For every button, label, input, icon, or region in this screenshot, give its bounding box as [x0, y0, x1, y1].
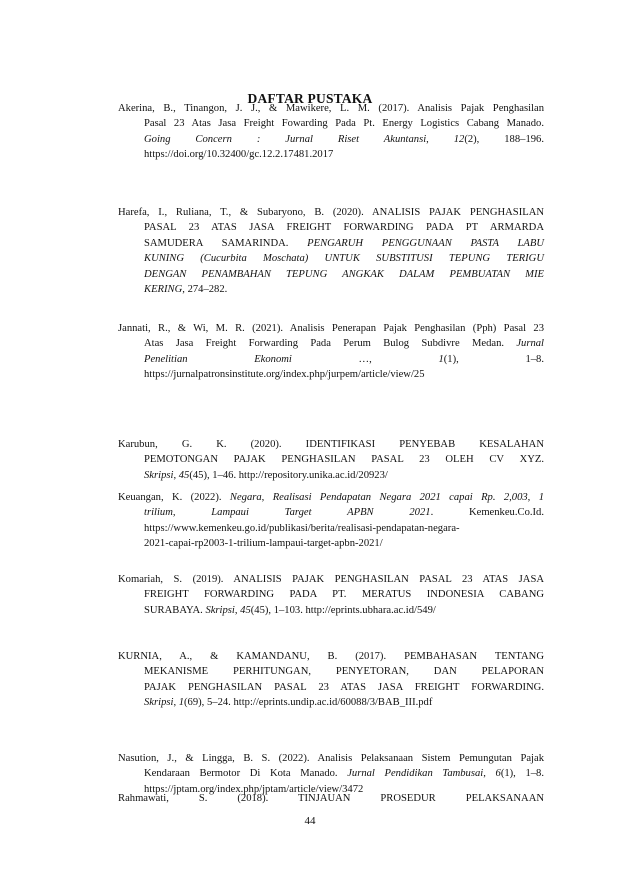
reference-text: , [483, 768, 496, 780]
reference-text: (2), 188–196. [464, 133, 544, 145]
italic-text: Skripsi [144, 469, 174, 481]
italic-text: Jurnal [516, 338, 544, 350]
reference-line [118, 251, 544, 266]
reference-line [118, 572, 544, 587]
italic-text: Negara, Realisasi Pendapatan Negara 2021 capai Rp. 2,003, 1 [229, 492, 544, 503]
italic-text: PENGARUH PENGGUNAAN PASTA LABU [307, 237, 545, 249]
reference-text: Atas Jasa Freight Forwarding Pada Perum Bulog Subdivre Medan. [144, 338, 517, 350]
italic-text: Skripsi [205, 604, 235, 616]
reference-line [118, 367, 544, 382]
italic-text: Jurnal Pendidikan Tambusai [347, 768, 484, 780]
reference-text: MEKANISME PERHITUNGAN, PENYETORAN, DAN PELAPORAN [144, 666, 544, 678]
reference-text: Harefa, I., Ruliana, T., & Subaryono, B. (2020). ANALISIS PAJAK PENGHASILAN [118, 207, 544, 218]
reference-line [118, 680, 544, 695]
reference-entry [118, 437, 544, 483]
reference-line [118, 336, 544, 351]
reference-line [118, 267, 544, 282]
reference-text: Akerina, B., Tinangon, J. J., & Mawikere, L. M. (2017). Analisis Pajak Penghasilan [118, 103, 544, 114]
reference-text: (1), 1–8. [443, 353, 544, 365]
reference-text: , [173, 697, 179, 709]
italic-text: Penelitian Ekonomi [144, 353, 292, 365]
reference-text: KURNIA, A., & KAMANDANU, B. (2017). PEMBAHASAN TENTANG [118, 651, 544, 662]
reference-text: https://www.kemenkeu.go.id/publikasi/berita/realisasi-pendapatan-negara- [144, 522, 460, 534]
reference-line [118, 236, 544, 251]
reference-line [118, 649, 544, 664]
reference-entry [118, 572, 544, 618]
italic-text: trilium, Lampaui Target APBN 2021 [144, 507, 431, 519]
reference-line [118, 521, 544, 536]
reference-entry [118, 490, 544, 552]
reference-text: (1), 1–8. [500, 768, 544, 780]
reference-text: SAMUDERA SAMARINDA. [144, 237, 308, 249]
reference-line [118, 282, 544, 297]
reference-entry [118, 321, 544, 383]
reference-text: 2021-capai-rp2003-1-trilium-lampaui-target-apbn-2021/ [144, 538, 383, 550]
reference-text: . Kemenkeu.Co.Id. [430, 507, 544, 519]
reference-text: , [426, 133, 454, 145]
reference-text: Nasution, J., & Lingga, B. S. (2022). Analisis Pelaksanaan Sistem Pemungutan Pajak [118, 753, 544, 764]
reference-entry [118, 205, 544, 297]
italic-text: 1 [438, 353, 444, 365]
reference-line [118, 437, 544, 452]
reference-line [118, 505, 544, 520]
reference-text: PASAL 23 ATAS JASA FREIGHT FORWARDING PADA PT ARMARDA [144, 222, 544, 234]
reference-line [118, 603, 544, 618]
reference-text: …, [291, 353, 439, 365]
reference-line [118, 220, 544, 235]
reference-line [118, 321, 544, 336]
italic-text: 6 [495, 768, 501, 780]
reference-line [118, 101, 544, 116]
italic-text: 1 [178, 697, 185, 709]
reference-text: , [234, 604, 241, 616]
italic-text: KUNING (Cucurbita Moschata) UNTUK SUBSTITUSI TEPUNG TERIGU [144, 253, 544, 265]
reference-text: Rahmawati, S. (2018). TINJAUAN PROSEDUR PELAKSANAAN [118, 793, 544, 804]
page-title: DAFTAR PUSTAKA [247, 91, 373, 106]
reference-text: , 274–282. [182, 284, 228, 296]
reference-line [118, 536, 544, 551]
reference-text: (45), 1–46. http://repository.unika.ac.id/20923/ [189, 469, 388, 481]
reference-text: (69), 5–24. http://eprints.undip.ac.id/60088/3/BAB_III.pdf [184, 697, 433, 709]
reference-text: (45), 1–103. http://eprints.ubhara.ac.id/549/ [250, 604, 436, 616]
reference-line [118, 791, 544, 806]
reference-line [118, 695, 544, 710]
italic-text: Going Concern : Jurnal Riset Akuntansi [144, 133, 427, 145]
reference-line [118, 468, 544, 483]
reference-line [118, 766, 544, 781]
reference-text: Karubun, G. K. (2020). IDENTIFIKASI PENYEBAB KESALAHAN [118, 439, 544, 450]
italic-text: DENGAN PENAMBAHAN TEPUNG ANGKAK DALAM PEMBUATAN MIE [144, 268, 544, 280]
reference-line [118, 205, 544, 220]
italic-text: KERING [144, 284, 183, 296]
italic-text: 45 [240, 604, 251, 616]
reference-text: https://jurnalpatronsinstitute.org/index.php/jurpem/article/view/25 [144, 369, 425, 381]
reference-entry [118, 649, 544, 711]
reference-text: , [173, 469, 179, 481]
reference-line [118, 664, 544, 679]
italic-text: 45 [178, 469, 190, 481]
page-number: 44 [304, 815, 316, 827]
reference-text: Keuangan, K. (2022). [118, 492, 230, 503]
reference-text: Pasal 23 Atas Jasa Freight Fowarding Pada Pt. Energy Logistics Cabang Manado. [144, 118, 544, 130]
reference-text: PAJAK PENGHASILAN PASAL 23 ATAS JASA FREIGHT FORWARDING. [144, 681, 544, 693]
italic-text: Skripsi [144, 697, 174, 709]
reference-entry [118, 101, 544, 163]
reference-line [118, 490, 544, 505]
reference-line [118, 132, 544, 147]
reference-line [118, 751, 544, 766]
reference-text: FREIGHT FORWARDING PADA PT. MERATUS INDONESIA CABANG [144, 589, 544, 601]
reference-text: PEMOTONGAN PAJAK PENGHASILAN PASAL 23 OLEH CV XYZ. [144, 454, 544, 466]
reference-line [118, 587, 544, 602]
reference-text: SURABAYA. [144, 604, 206, 616]
reference-text: Jannati, R., & Wi, M. R. (2021). Analisis Penerapan Pajak Penghasilan (Pph) Pasal 23 [118, 323, 544, 334]
reference-text: https://jptam.org/index.php/jptam/article/view/3472 [144, 783, 364, 795]
reference-text: Komariah, S. (2019). ANALISIS PAJAK PENGHASILAN PASAL 23 ATAS JASA [118, 574, 544, 585]
italic-text: 12 [453, 133, 465, 145]
reference-text: https://doi.org/10.32400/gc.12.2.17481.2017 [144, 149, 334, 161]
reference-line [118, 452, 544, 467]
reference-line [118, 147, 544, 162]
reference-entry [118, 791, 544, 806]
reference-line [118, 116, 544, 131]
reference-line [118, 352, 544, 367]
reference-text: Kendaraan Bermotor Di Kota Manado. [144, 768, 348, 780]
